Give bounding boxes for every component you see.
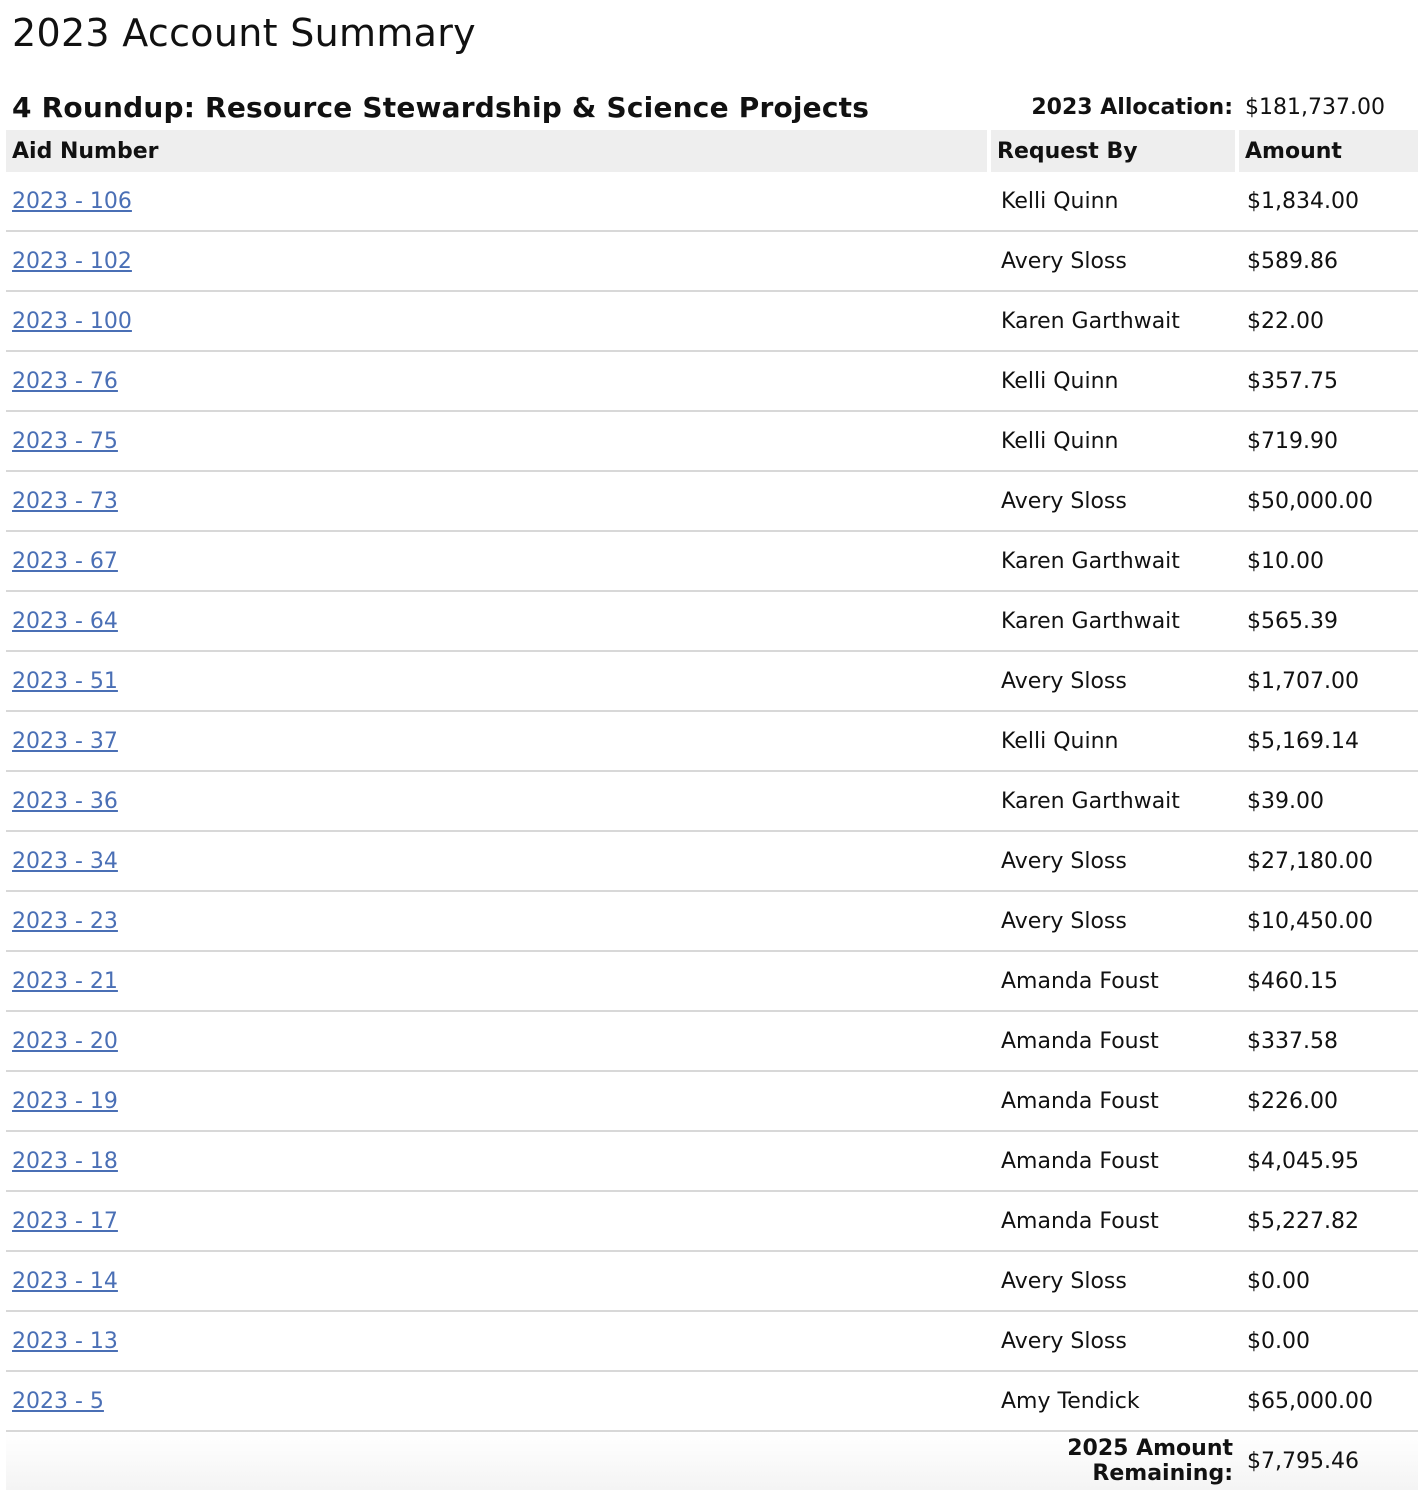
request-by-cell: Kelli Quinn — [991, 712, 1239, 772]
aid-number-link[interactable]: 2023 - 20 — [12, 1028, 118, 1054]
amount-cell: $5,169.14 — [1239, 712, 1418, 772]
request-by-cell: Amanda Foust — [991, 1012, 1239, 1072]
aid-number-cell — [6, 1252, 991, 1312]
request-by-cell: Avery Sloss — [991, 1252, 1239, 1312]
request-by-cell: Avery Sloss — [991, 472, 1239, 532]
amount-cell: $4,045.95 — [1239, 1132, 1418, 1192]
aid-number-cell — [6, 1312, 991, 1372]
request-by-cell: Amanda Foust — [991, 952, 1239, 1012]
table-row — [6, 1012, 1418, 1072]
amount-cell: $565.39 — [1239, 592, 1418, 652]
table-row — [6, 1072, 1418, 1132]
aid-number-cell — [6, 412, 991, 472]
aid-number-link[interactable]: 2023 - 51 — [12, 668, 118, 694]
aid-number-link[interactable]: 2023 - 18 — [12, 1148, 118, 1174]
aid-number-cell — [6, 1372, 991, 1432]
amount-cell: $719.90 — [1239, 412, 1418, 472]
table-row — [6, 412, 1418, 472]
request-by-cell: Karen Garthwait — [991, 292, 1239, 352]
amount-cell: $10,450.00 — [1239, 892, 1418, 952]
column-header-row — [6, 130, 1418, 172]
column-header-aid-number: Aid Number — [6, 130, 991, 172]
amount-cell: $226.00 — [1239, 1072, 1418, 1132]
allocation-label: 2023 Allocation: — [1031, 94, 1233, 120]
table-row — [6, 712, 1418, 772]
section-header-row — [6, 84, 1418, 130]
aid-number-link[interactable]: 2023 - 19 — [12, 1088, 118, 1114]
amount-cell: $27,180.00 — [1239, 832, 1418, 892]
request-by-cell: Avery Sloss — [991, 652, 1239, 712]
aid-number-cell — [6, 832, 991, 892]
table-row — [6, 1192, 1418, 1252]
amount-cell: $65,000.00 — [1239, 1372, 1418, 1432]
remaining-value: $7,795.46 — [1239, 1432, 1418, 1490]
request-by-cell: Avery Sloss — [991, 832, 1239, 892]
amount-cell: $39.00 — [1239, 772, 1418, 832]
amount-cell: $22.00 — [1239, 292, 1418, 352]
aid-number-link[interactable]: 2023 - 102 — [12, 248, 132, 274]
column-header-request-by: Request By — [991, 130, 1239, 172]
aid-number-link[interactable]: 2023 - 23 — [12, 908, 118, 934]
request-by-cell: Amanda Foust — [991, 1072, 1239, 1132]
request-by-cell: Avery Sloss — [991, 1312, 1239, 1372]
aid-number-cell — [6, 352, 991, 412]
aid-number-link[interactable]: 2023 - 106 — [12, 188, 132, 214]
aid-number-link[interactable]: 2023 - 64 — [12, 608, 118, 634]
aid-number-cell — [6, 292, 991, 352]
aid-number-cell — [6, 892, 991, 952]
aid-number-cell — [6, 592, 991, 652]
amount-cell: $589.86 — [1239, 232, 1418, 292]
table-row — [6, 1252, 1418, 1312]
aid-number-cell — [6, 652, 991, 712]
aid-number-cell — [6, 472, 991, 532]
table-row — [6, 1312, 1418, 1372]
aid-number-cell — [6, 1072, 991, 1132]
table-row — [6, 1132, 1418, 1192]
request-by-cell: Amanda Foust — [991, 1192, 1239, 1252]
table-row — [6, 1372, 1418, 1432]
aid-number-cell — [6, 172, 991, 232]
request-by-cell: Kelli Quinn — [991, 172, 1239, 232]
aid-number-cell — [6, 772, 991, 832]
table-row — [6, 232, 1418, 292]
page-title: 2023 Account Summary — [12, 11, 476, 55]
aid-number-link[interactable]: 2023 - 100 — [12, 308, 132, 334]
column-header-amount: Amount — [1239, 130, 1418, 172]
amount-cell: $1,834.00 — [1239, 172, 1418, 232]
aid-number-cell — [6, 712, 991, 772]
request-by-cell: Karen Garthwait — [991, 592, 1239, 652]
table-row — [6, 292, 1418, 352]
amount-cell: $0.00 — [1239, 1312, 1418, 1372]
request-by-cell: Kelli Quinn — [991, 412, 1239, 472]
aid-number-link[interactable]: 2023 - 17 — [12, 1208, 118, 1234]
table-body — [6, 172, 1418, 1432]
aid-number-link[interactable]: 2023 - 21 — [12, 968, 118, 994]
amount-cell: $50,000.00 — [1239, 472, 1418, 532]
aid-number-link[interactable]: 2023 - 37 — [12, 728, 118, 754]
aid-number-cell — [6, 1132, 991, 1192]
amount-cell: $337.58 — [1239, 1012, 1418, 1072]
table-row — [6, 352, 1418, 412]
table-row — [6, 832, 1418, 892]
amount-cell: $357.75 — [1239, 352, 1418, 412]
aid-number-link[interactable]: 2023 - 34 — [12, 848, 118, 874]
request-by-cell: Amanda Foust — [991, 1132, 1239, 1192]
amount-cell: $1,707.00 — [1239, 652, 1418, 712]
aid-number-link[interactable]: 2023 - 13 — [12, 1328, 118, 1354]
remaining-row — [6, 1432, 1418, 1490]
section-title: 4 Roundup: Resource Stewardship & Science Projects — [12, 90, 870, 124]
allocation-value: $181,737.00 — [1245, 94, 1385, 120]
aid-number-cell — [6, 232, 991, 292]
table-row — [6, 592, 1418, 652]
table-row — [6, 772, 1418, 832]
remaining-label: 2025 Amount Remaining: — [991, 1432, 1239, 1490]
request-by-cell: Avery Sloss — [991, 892, 1239, 952]
request-by-cell: Avery Sloss — [991, 232, 1239, 292]
footer-spacer — [6, 1432, 991, 1490]
aid-number-link[interactable]: 2023 - 76 — [12, 368, 118, 394]
amount-cell: $0.00 — [1239, 1252, 1418, 1312]
aid-number-cell — [6, 532, 991, 592]
request-by-cell: Karen Garthwait — [991, 532, 1239, 592]
table-row — [6, 532, 1418, 592]
request-by-cell: Kelli Quinn — [991, 352, 1239, 412]
aid-number-link[interactable]: 2023 - 75 — [12, 428, 118, 454]
aid-number-cell — [6, 1192, 991, 1252]
table-row — [6, 652, 1418, 712]
table-row — [6, 892, 1418, 952]
aid-number-cell — [6, 1012, 991, 1072]
table-row — [6, 472, 1418, 532]
amount-cell: $5,227.82 — [1239, 1192, 1418, 1252]
account-summary-table — [6, 84, 1418, 1490]
amount-cell: $10.00 — [1239, 532, 1418, 592]
table-row — [6, 952, 1418, 1012]
aid-number-cell — [6, 952, 991, 1012]
aid-number-link[interactable]: 2023 - 67 — [12, 548, 118, 574]
aid-number-link[interactable]: 2023 - 5 — [12, 1388, 104, 1414]
aid-number-link[interactable]: 2023 - 36 — [12, 788, 118, 814]
aid-number-link[interactable]: 2023 - 14 — [12, 1268, 118, 1294]
request-by-cell: Amy Tendick — [991, 1372, 1239, 1432]
aid-number-link[interactable]: 2023 - 73 — [12, 488, 118, 514]
request-by-cell: Karen Garthwait — [991, 772, 1239, 832]
table-row — [6, 172, 1418, 232]
amount-cell: $460.15 — [1239, 952, 1418, 1012]
